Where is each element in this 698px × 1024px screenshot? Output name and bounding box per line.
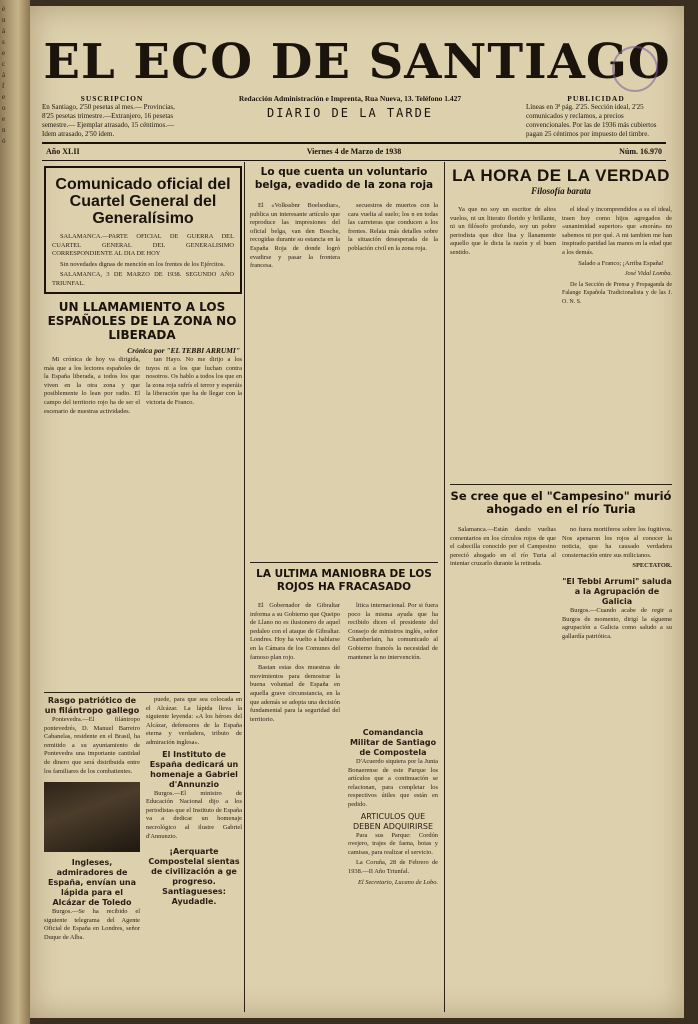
maniobra-text-right: litica internacional. Por si fuera poco la misma ayuda que ha recibido dicen el presidente del Consejo de ministros inglés, señor Chamberlain, ha comunicado al Gobierno francés la necesidad de mantener la no intervención. [348,602,438,661]
hora-article [450,166,672,196]
comandancia-title: Comandancia Militar de Santiago de Compostela [349,728,437,757]
year: Año XLII [46,147,80,156]
section-rule [44,692,240,693]
llamamiento-title: UN LLAMAMIENTO A LOS ESPAÑOLES DE LA ZONA NO LIBERADA [47,300,237,342]
comunicado-box [44,166,242,294]
comandancia-article: Comandancia Militar de Santiago de Compostela D'Acuerdo siquiera por la Junta Bonaerense de este Parque los artículos que a continuación se relacionan, para completar los respectivos útiles que están en pedido. ARTICULOS QUE DEBEN ADQUIRIRSE Para sus Parque: Cordón ovejero, trajes de faena, botas y camisas, para realizar el servicio. La Coruña, 28 de Febrero de 1938.—II Año Triunfal. El Secretario, Lucano de Lobo. [348,728,438,886]
column-rule [244,162,245,1012]
hora-text-left: Ya que no soy un escritor de altos vuelos, ni un literato florido y brillante, ni un filósofo profundo, soy un pobre periodista que dice lisa y llanamente aquello que le dicta la razón y el buen sentido. [450,206,556,256]
dateline [42,142,666,161]
llamamiento-text-right: tan Hayo. No me dirijo a los tuyos ni a los que luchan contra nosotros. Os hablo a todos los que en la zona roja sufrís el terror y esperáis la liberación que ha de llegar con la victoria de Franco. [146,356,242,406]
previous-page-edge [0,0,30,1024]
instituto-title: El Instituto de España dedicará un homenaje a Gabriel d'Annunzio [149,749,239,789]
campesino-text-right: no fuera mortiferos sobre los fugitivos. Nos apenaron los rojos al conocer la noticia, que ha causado verdadera consternación entre sus milicianos. SPECTATOR. "El Tebbi Arrumi" saluda a la Agrupación de Galicia Burgos.—Cuando acabe de regir a Burgos de momento, dirigí la sígueme agrupación a Galicia como saludo a su gallardía patriótica. [562,526,672,640]
address: Redacción Administración e Imprenta, Rua Nueva, 13. Teléfono 1.427 [238,94,462,103]
llamamiento-article [44,300,240,355]
newspaper-page [30,6,684,1018]
subtitle: DIARIO DE LA TARDE [266,106,434,120]
hora-title: LA HORA DE LA VERDAD [452,166,670,185]
maniobra-title: LA ULTIMA MANIOBRA DE LOS ROJOS HA FRACASADO [256,568,432,593]
news-photo [44,782,140,852]
section-rule [250,562,438,563]
campesino-article [450,490,672,516]
address-block [200,94,500,118]
tebbi-title: "El Tebbi Arrumi" saluda a la Agrupación de Galicia [562,576,672,606]
section-rule [450,484,672,485]
column-rule [444,162,445,1012]
comunicado-text: SALAMANCA.—PARTE OFICIAL DE GUERRA DEL CUARTEL GENERAL DEL GENERALISIMO CORRESPONDIENTE AL DIA DE HOY Sin novedades dignas de mención en los frentes de los Ejércitos. SALAMANCA, 3 DE MARZO DE 1938. SEGUNDO AÑO TRIUNFAL. [52,233,234,287]
voluntario-title: Lo que cuenta un voluntario belga, evadido de la zona roja [254,166,434,191]
maniobra-article [250,568,438,594]
voluntario-text-right: secuestros de muertos con la cara vuelta al suelo; los n en todas las carreteras que conducen a los frentes. Relata más detalles sobre la situación desesperada de la población civil en la zona roja. [348,202,438,252]
masthead [30,36,684,88]
voluntario-text-left: El «Volkssbnr Boelsodiar», publica un interesante artículo que reproduce las impresiones del oficial belga, van den Bosche, recogidas durante su estancia en la España Roja de donde logró evadirse y pasar la frontera francesa. [250,202,340,270]
newspaper-title: EL ECO DE SANTIAGO [43,34,671,90]
maniobra-text-left: El Gobernador de Gibraltar informa a su Gobierno que Queipo de Llano no es ilusionero de aquel pedaleo con el ataque de Gibraltar. Londres. Hoy ha vuelto a hablarse en la Cámara de los Comunes del famoso plan rojo. Bastan estas dos muestras de movimientos para demostrar la buena voluntad de España en aquella grave circunstancia, en la que además se adopta una decisión fundamental para la seguridad del territorio. [250,602,340,723]
instituto-column: puede, para que sea colocada en el Alcázar. La lápida lleva la siguiente leyenda: «A los héroes del Alcázar, defensores de la España eterna y verdadera, tributo de admiración inglesa». El Instituto de España dedicará un homenaje a Gabriel d'Annunzio Burgos.—El ministro de Educación Nacional dijo a los periodistas que el Instituto de España va a dedicar un homenaje necrológico al ilustre Gabriel d'Annunzio. ¡Aerquarte Compostelal sientas de civilización a ge progreso. Santiagueses: Ayudadle. [146,696,242,907]
issue-number: Núm. 16.970 [619,147,662,156]
hora-text-right: el ideal y incomprendidos a su el ideal, traen hoy como hijos agregados de «unanimidad superior» que «morán» no sabemos ni por qué. A mi tambien me han inspirado paridad las manos en la edad que a los demás. Salado a Franco; ¡Arriba España! José Vidal Lomba. De la Sección de Prensa y Propaganda de Falange Española Tradicionalista y de las J. O. N. S. [562,206,672,305]
voluntario-article [250,166,438,192]
campesino-title: Se cree que el "Campesino" murió ahogado en el río Turia [450,489,672,516]
subscription-info: SUSCRIPCION En Santiago, 2'50 pesetas al mes.— Provincias, 8'25 pesetas trimestre.—Extranjero, 16 pesetas semestre.— Ejemplar atrasado, 15 céntimos.—Idem atrasado, 2'50 ídem. [42,94,175,138]
comandancia-subhead: ARTICULOS QUE DEBEN ADQUIRIRSE [352,811,434,831]
ingleses-title: Ingleses, admiradores de España, envían una lápida para el Alcázar de Toledo [47,858,136,908]
comunicado-title: Comunicado oficial del Cuartel General del Generalísimo [55,176,231,227]
previous-page-text: é n á s e c á f e o e n ó [2,5,6,145]
rasgo-title: Rasgo patriótico de un filántropo gallego [44,696,140,715]
campesino-text-left: Salamanca.—Están dando vueltas comentarios en los círculos rojos de que el cabecilla conocido por el Campesino pereció ahogado en el río Turia al intentar cruzarlo durante la retirada. [450,526,556,568]
rasgo-article: Rasgo patriótico de un filántropo gallego Pontevedra.—El filántropo pontevedrés, D. Manuel Barreiro Cabanelas, residente en el Brasil, ha remitido a su ayuntamiento de Pontevedra una importante cantidad de dinero que será distribuida entre los familiares de los combatientes. Ingleses, admiradores de España, envían una lápida para el Alcázar de Toledo Burgos.—Se ha recibido el siguiente telegrama del Agente Oficial de España en Londres, señor Duque de Alba. [44,696,140,941]
library-stamp [612,46,658,92]
llamamiento-byline: Crónica por "EL TEBBI ARRUMI" [127,346,240,355]
advertising-info: PUBLICIDAD Líneas en 3ª pág. 2'25. Sección ideal, 2'25 comunicados y reclamos, a precios convencionales. Por las de 1936 más cubiertos pagan 25 céntimos por impuesto del timbre. [526,94,657,138]
llamamiento-text-left: Mi crónica de hoy va dirigida, más que a los lectores españoles de la España liberada, a todos los que viven en la otra zona y que posiblemente lo lean por radio. El campo del territorio rojo ha de ser el escenario de nuestras actividades. [44,356,140,415]
hora-subtitle: Filosofía barata [531,186,591,196]
compostelanos-title: ¡Aerquarte Compostelal sientas de civilización a ge progreso. Santiagueses: Ayudadle. [148,847,240,907]
date: Viernes 4 de Marzo de 1938 [306,147,402,156]
